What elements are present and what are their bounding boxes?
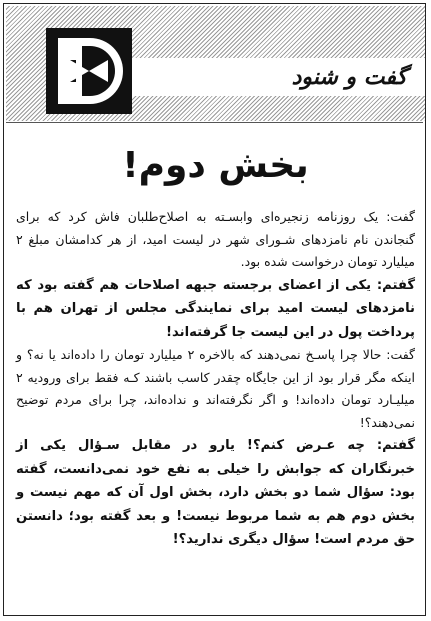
paragraph-2: گفتم: یکی از اعضای برجسته جبهه اصلاحات هم گفته بود که نامزدهای لیست امید برای نمایندگی مجلس از تهران هم با پرداخت پول در این لیست جا گرفته‌اند!	[16, 277, 415, 340]
article-title: بخش دوم!	[122, 145, 309, 186]
paragraph-3: گفت: حالا چرا پاسـخ نمی‌دهند که بالاخره ۲ میلیارد تومان را داده‌اند یا نه؟ و اینکه مگر قرار بود از این جایگاه چقدر کاسب باشند کـه فقط برای ورودیه ۲ میلیـارد تومان داده‌اند! و اگر نگرفته‌اند و نداده‌اند، چرا برای مردم توضیح نمی‌دهند؟!	[16, 347, 416, 430]
column-name: گفت و شنود	[291, 65, 407, 90]
header-divider	[6, 122, 423, 123]
newspaper-logo-icon	[46, 28, 132, 114]
paragraph-4: گفتم: چه عـرض کنم؟! یارو در مقابل سـؤال یکی از خبرنگاران که جوابش را خیلی به نفع خود نمی‌دانست، گفته بود: سؤال شما دو بخش دارد، بخش اول آن که مهم نیست و بخش دوم هم به شما مربوط نیست! و بعد گفته بود؛ دانستن حق مردم است! سؤال دیگری ندارید؟!	[16, 438, 415, 547]
article-body	[16, 206, 415, 552]
paragraph-1: گفت: یک روزنامه زنجیره‌ای وابسـته به اصلاح‌طلبان فاش کرد که برای گنجاندن نام نامزدهای شـورای شهر در لیست امید، از هر کدامشان مبلغ ۲ میلیارد تومان درخواست شده بود.	[16, 209, 415, 269]
article-header	[6, 6, 425, 121]
